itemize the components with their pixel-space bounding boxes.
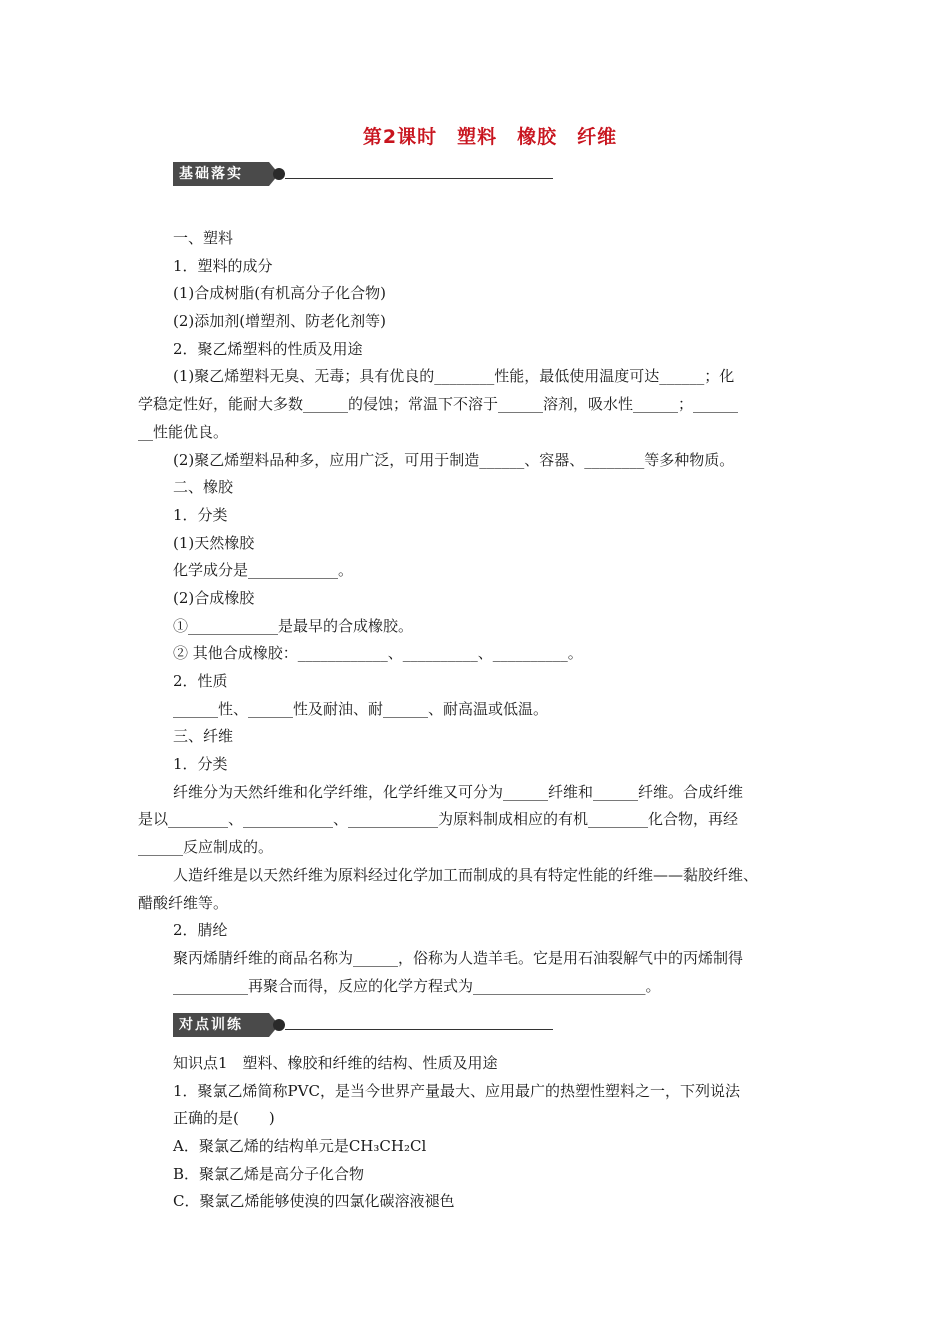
divider [285, 1029, 553, 1030]
text-line: 2．腈纶 [173, 921, 228, 940]
text-line: B．聚氯乙烯是高分子化合物 [173, 1164, 365, 1183]
text-line: (2)聚乙烯塑料品种多，应用广泛，可用于制造______、容器、________等多种物质。 [173, 450, 735, 469]
bullet-dot-icon [273, 168, 285, 180]
divider [285, 178, 553, 179]
text-line: 聚丙烯腈纤维的商品名称为______，俗称为人造羊毛。它是用石油裂解气中的丙烯制得 [173, 948, 744, 967]
text-line: 是以________、____________、____________为原料制成相应的有机________化合物，再经 [138, 810, 739, 829]
text-line: ______反应制成的。 [138, 838, 274, 857]
text-line: (1)聚乙烯塑料无臭、无毒；具有优良的________性能，最低使用温度可达______；化 [173, 367, 735, 386]
text-line: 1．分类 [173, 755, 228, 774]
text-line: 学稳定性好，能耐大多数______的侵蚀；常温下不溶于______溶剂，吸水性______；______ [138, 395, 739, 414]
practice-section [173, 1050, 813, 1216]
text-line: (1)合成树脂(有机高分子化合物) [173, 284, 386, 303]
text-line: C．聚氯乙烯能够使溴的四氯化碳溶液褪色 [173, 1192, 455, 1211]
text-line: 二、橡胶 [173, 478, 234, 497]
text-line: ①____________是最早的合成橡胶。 [173, 616, 414, 635]
text-line: (2)添加剂(增塑剂、防老化剂等) [173, 312, 386, 331]
text-line: 正确的是( ) [173, 1109, 275, 1128]
text-line: ______性、______性及耐油、耐______、耐高温或低温。 [173, 699, 549, 718]
text-line: 1．塑料的成分 [173, 256, 273, 275]
basic-section [138, 225, 813, 1000]
text-line: 1．聚氯乙烯简称PVC，是当今世界产量最大、应用最广的热塑性塑料之一，下列说法 [173, 1081, 740, 1100]
text-line: (2)合成橡胶 [173, 588, 255, 607]
text-line: 一、塑料 [173, 229, 234, 247]
text-line: __性能优良。 [138, 422, 229, 441]
banner-label: 基础落实 [173, 162, 269, 186]
section-banner-basic [173, 162, 553, 186]
text-line: 知识点1 塑料、橡胶和纤维的结构、性质及用途 [173, 1054, 498, 1072]
text-line: 纤维分为天然纤维和化学纤维，化学纤维又可分为______纤维和______纤维。合成纤维 [173, 782, 744, 801]
text-line: 2．性质 [173, 672, 228, 690]
text-line: 醋酸纤维等。 [138, 893, 229, 912]
page-title: 第2课时 塑料 橡胶 纤维 [362, 126, 618, 148]
text-line: __________再聚合而得，反应的化学方程式为_______________________。 [173, 976, 661, 995]
text-line: A．聚氯乙烯的结构单元是CH₃CH₂Cl [173, 1137, 427, 1156]
text-line: ② 其他合成橡胶：____________、__________、__________。 [173, 644, 583, 663]
text-line: 人造纤维是以天然纤维为原料经过化学加工而制成的具有特定性能的纤维——黏胶纤维、 [173, 865, 759, 884]
bullet-dot-icon [273, 1019, 285, 1031]
text-line: (1)天然橡胶 [173, 533, 255, 552]
text-line: 2．聚乙烯塑料的性质及用途 [173, 339, 363, 358]
banner-label: 对点训练 [173, 1013, 269, 1037]
text-line: 化学成分是____________。 [173, 561, 354, 580]
section-banner-practice [173, 1013, 553, 1037]
text-line: 1．分类 [173, 505, 228, 524]
text-line: 三、纤维 [173, 727, 234, 746]
